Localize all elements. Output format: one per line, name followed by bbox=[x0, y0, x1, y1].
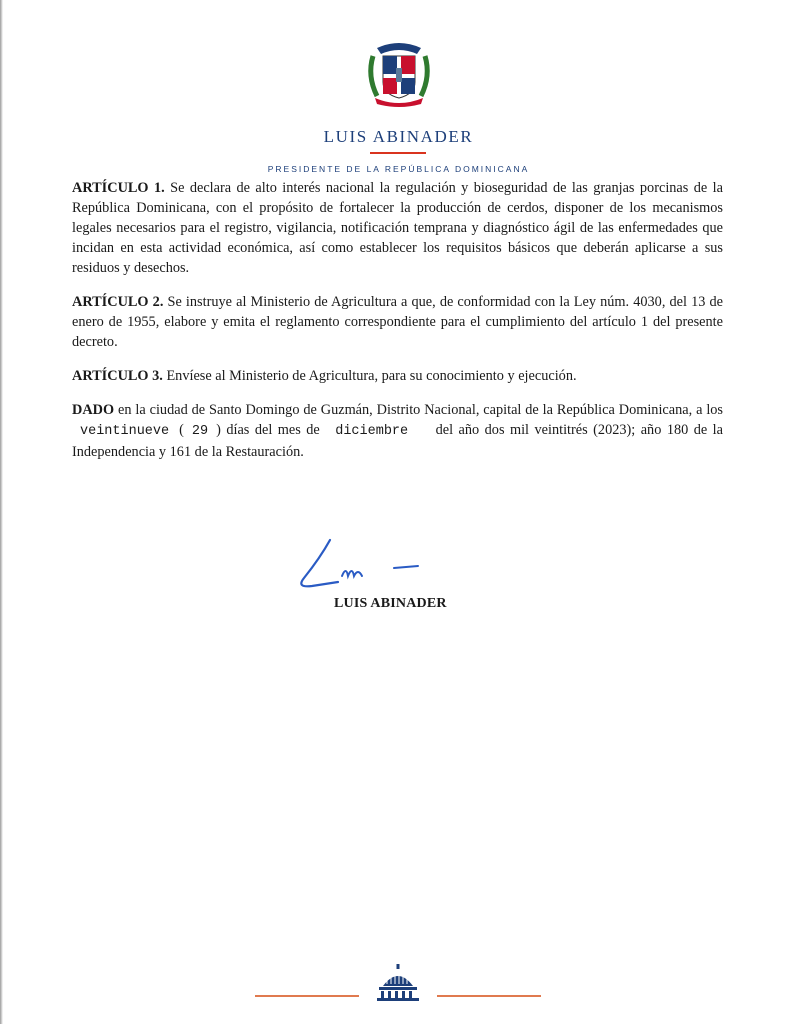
header-name: LUIS ABINADER bbox=[323, 127, 474, 146]
day-words-field: veintinueve bbox=[80, 424, 170, 439]
month-field: diciembre bbox=[335, 424, 409, 439]
article-3-text: Envíese al Ministerio de Agricultura, para su conocimiento y ejecución. bbox=[166, 368, 577, 384]
header-divider bbox=[370, 152, 426, 154]
national-palace-dome-icon bbox=[375, 964, 421, 1002]
article-2 bbox=[72, 292, 723, 352]
article-3-label: ARTÍCULO 3. bbox=[72, 368, 163, 384]
article-1-label: ARTÍCULO 1. bbox=[72, 180, 165, 196]
day-number-field: 29 bbox=[191, 424, 209, 439]
coat-of-arms-icon bbox=[363, 38, 435, 108]
dado-paragraph: DADO en la ciudad de Santo Domingo de Guzmán, Distrito Nacional, capital de la República Dominicana, a los veintinueve ( 29 ) días del mes de diciembre del año dos mil veintitrés (2023); año 180 de la Independencia y 161 de la Restauración. bbox=[72, 402, 724, 460]
dado-text-1: en la ciudad de Santo Domingo de Guzmán, Distrito Nacional, capital de la República Dominicana, a los bbox=[118, 402, 724, 418]
article-2-label: ARTÍCULO 2. bbox=[72, 294, 164, 310]
signatory-name: LUIS ABINADER bbox=[334, 596, 447, 611]
footer-line-right bbox=[437, 995, 541, 997]
header-title: PRESIDENTE DE LA REPÚBLICA DOMINICANA bbox=[267, 164, 530, 174]
article-1 bbox=[72, 178, 723, 278]
article-2-text: Se instruye al Ministerio de Agricultura a que, de conformidad con la Ley núm. 4030, del 13 de enero de 1955, elabore y emita el reglamento correspondiente para el cumplimiento del artículo 1 del presente decreto. bbox=[72, 294, 723, 350]
handwritten-signature bbox=[290, 536, 430, 596]
scan-edge-shadow bbox=[0, 0, 3, 1024]
dado-label: DADO bbox=[72, 402, 115, 418]
dado-text-2: días del mes de bbox=[226, 422, 320, 438]
article-3 bbox=[72, 366, 723, 386]
footer-line-left bbox=[255, 995, 359, 997]
dado-text-3: del año dos mil veintitrés (2023); año 180 de la Independencia y 161 de la Restauración. bbox=[72, 422, 723, 460]
decree-body bbox=[72, 178, 723, 476]
article-1-text: Se declara de alto interés nacional la regulación y bioseguridad de las granjas porcinas de la República Dominicana, con el propósito de fortalecer la producción de cerdos, disponer de los mecanismos legales necesarios para el registro, vigilancia, notificación temprana y diagnóstico ágil de las enfermedades que incidan en esta actividad económica, así como establecer los requisitos básicos que deberán aplicarse a sus residuos y desechos. bbox=[72, 180, 723, 276]
